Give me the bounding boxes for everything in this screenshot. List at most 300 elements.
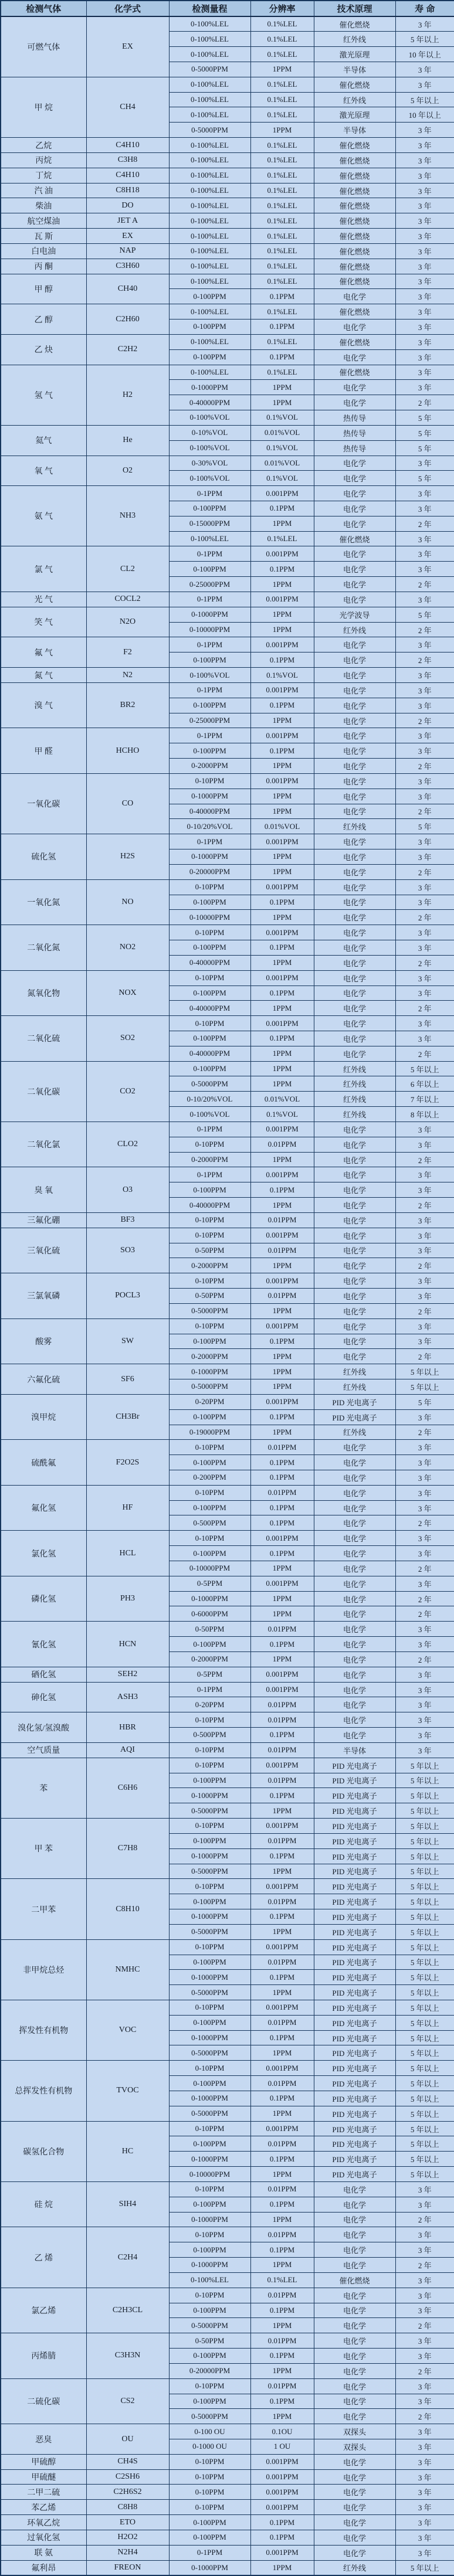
principle-cell: 催化燃烧 xyxy=(314,152,395,168)
range-cell: 0-5PPM xyxy=(169,1576,250,1591)
range-cell: 0-1000PPM xyxy=(169,2152,250,2167)
principle-cell: 电化学 xyxy=(314,1561,395,1576)
range-cell: 0-5000PPM xyxy=(169,1924,250,1939)
principle-cell: 电化学 xyxy=(314,834,395,849)
formula-cell: EX xyxy=(86,16,169,77)
principle-cell: 电化学 xyxy=(314,320,395,335)
lifespan-cell: 5 年 xyxy=(395,1394,454,1409)
lifespan-cell: 3 年 xyxy=(395,1546,454,1561)
principle-cell: 电化学 xyxy=(314,1697,395,1712)
lifespan-cell: 6 年以上 xyxy=(395,1076,454,1092)
range-cell: 0-20000PPM xyxy=(169,2363,250,2378)
range-cell: 0-100%LEL xyxy=(169,92,250,107)
resolution-cell: 0.1PPM xyxy=(250,1182,314,1198)
range-cell: 0-40000PPM xyxy=(169,1198,250,1213)
range-cell: 0-10PPM xyxy=(169,1137,250,1152)
resolution-cell: 1PPM xyxy=(250,622,314,637)
lifespan-cell: 3 年 xyxy=(395,849,454,865)
formula-cell: BR2 xyxy=(86,682,169,728)
range-cell: 0-100%LEL xyxy=(169,274,250,289)
lifespan-cell: 3 年 xyxy=(395,834,454,849)
principle-cell: 红外线 xyxy=(314,1425,395,1440)
principle-cell: 电化学 xyxy=(314,577,395,592)
principle-cell: PID 光电离子 xyxy=(314,2076,395,2091)
principle-cell: PID 光电离子 xyxy=(314,1833,395,1848)
table-row xyxy=(1,2485,454,2500)
range-cell: 0-50PPM xyxy=(169,1289,250,1304)
lifespan-cell: 5 年以上 xyxy=(395,1758,454,1773)
resolution-cell: 1PPM xyxy=(250,516,314,531)
table-row xyxy=(1,1879,454,1894)
resolution-cell: 0.001PPM xyxy=(250,637,314,653)
formula-cell: SEH2 xyxy=(86,1667,169,1682)
principle-cell: 催化燃烧 xyxy=(314,531,395,546)
resolution-cell: 0.1PPM xyxy=(250,2152,314,2167)
formula-cell: N2 xyxy=(86,668,169,683)
principle-cell: 电化学 xyxy=(314,925,395,940)
resolution-cell: 1PPM xyxy=(250,789,314,804)
range-cell: 0-5000PPM xyxy=(169,123,250,138)
header-range: 检测量程 xyxy=(169,1,250,16)
principle-cell: 电化学 xyxy=(314,516,395,531)
principle-cell: PID 光电离子 xyxy=(314,1955,395,1970)
resolution-cell: 1PPM xyxy=(250,864,314,879)
principle-cell: 电化学 xyxy=(314,2333,395,2349)
resolution-cell: 0.1%VOL xyxy=(250,668,314,683)
lifespan-cell: 3 年 xyxy=(395,62,454,77)
range-cell: 0-100PPM xyxy=(169,1182,250,1198)
lifespan-cell: 3 年 xyxy=(395,743,454,759)
lifespan-cell: 5 年以上 xyxy=(395,2136,454,2152)
principle-cell: 电化学 xyxy=(314,682,395,698)
table-row xyxy=(1,2333,454,2349)
range-cell: 0-1PPM xyxy=(169,834,250,849)
lifespan-cell: 3 年 xyxy=(395,1470,454,1486)
range-cell: 0-100PPM xyxy=(169,2136,250,2152)
formula-cell: C4H10 xyxy=(86,138,169,153)
principle-cell: 电化学 xyxy=(314,910,395,925)
lifespan-cell: 3 年 xyxy=(395,123,454,138)
table-row xyxy=(1,77,454,92)
gas-name-cell: 联 氨 xyxy=(1,2545,86,2560)
resolution-cell: 0.1%LEL xyxy=(250,229,314,244)
resolution-cell: 0.1PPM xyxy=(250,1334,314,1349)
range-cell: 0-100%VOL xyxy=(169,440,250,456)
range-cell: 0-500PPM xyxy=(169,1515,250,1531)
principle-cell: 电化学 xyxy=(314,592,395,607)
lifespan-cell: 2 年 xyxy=(395,955,454,970)
principle-cell: 电化学 xyxy=(314,1046,395,1061)
range-cell: 0-10PPM xyxy=(169,1531,250,1546)
principle-cell: 热传导 xyxy=(314,425,395,440)
principle-cell: 电化学 xyxy=(314,289,395,304)
table-row xyxy=(1,1485,454,1500)
range-cell: 0-100%LEL xyxy=(169,304,250,320)
range-cell: 0-100PPM xyxy=(169,349,250,365)
gas-name-cell: 丁烷 xyxy=(1,168,86,183)
lifespan-cell: 3 年 xyxy=(395,2303,454,2318)
principle-cell: 电化学 xyxy=(314,2394,395,2409)
range-cell: 0-1PPM xyxy=(169,1167,250,1182)
lifespan-cell: 5 年以上 xyxy=(395,2167,454,2182)
lifespan-cell: 2 年 xyxy=(395,2212,454,2227)
lifespan-cell: 2 年 xyxy=(395,1152,454,1167)
lifespan-cell: 5 年以上 xyxy=(395,1985,454,2000)
table-row xyxy=(1,1318,454,1334)
range-cell: 0-100PPM xyxy=(169,1833,250,1848)
resolution-cell: 0.1PPM xyxy=(250,2030,314,2045)
resolution-cell: 1PPM xyxy=(250,1591,314,1606)
range-cell: 0-2000PPM xyxy=(169,1152,250,1167)
range-cell: 0-1000PPM xyxy=(169,1848,250,1864)
principle-cell: 电化学 xyxy=(314,2454,395,2469)
gas-name-cell: 苯乙烯 xyxy=(1,2500,86,2515)
resolution-cell: 1PPM xyxy=(250,2409,314,2424)
gas-name-cell: 氮氧化物 xyxy=(1,970,86,1015)
range-cell: 0-50PPM xyxy=(169,2333,250,2349)
lifespan-cell: 5 年以上 xyxy=(395,1939,454,1955)
principle-cell: PID 光电离子 xyxy=(314,1788,395,1803)
resolution-cell: 0.001PPM xyxy=(250,970,314,985)
range-cell: 0-1000PPM xyxy=(169,1591,250,1606)
lifespan-cell: 2 年 xyxy=(395,622,454,637)
lifespan-cell: 3 年 xyxy=(395,2242,454,2258)
resolution-cell: 0.1%LEL xyxy=(250,47,314,62)
range-cell: 0-10PPM xyxy=(169,2000,250,2015)
formula-cell: CH40 xyxy=(86,274,169,304)
lifespan-cell: 5 年以上 xyxy=(395,1819,454,1834)
lifespan-cell: 3 年 xyxy=(395,486,454,501)
range-cell: 0-10/20%VOL xyxy=(169,819,250,834)
gas-name-cell: 笑 气 xyxy=(1,607,86,637)
formula-cell: ETO xyxy=(86,2515,169,2530)
lifespan-cell: 2 年 xyxy=(395,2318,454,2333)
table-row xyxy=(1,2181,454,2197)
principle-cell: 电化学 xyxy=(314,2545,395,2560)
range-cell: 0-5000PPM xyxy=(169,62,250,77)
principle-cell: 电化学 xyxy=(314,804,395,819)
lifespan-cell: 3 年 xyxy=(395,198,454,213)
resolution-cell: 0.01PPM xyxy=(250,1289,314,1304)
table-row xyxy=(1,1531,454,1546)
range-cell: 0-5000PPM xyxy=(169,1803,250,1819)
resolution-cell: 0.01PPM xyxy=(250,2288,314,2303)
lifespan-cell: 3 年 xyxy=(395,637,454,653)
range-cell: 0-200PPM xyxy=(169,1470,250,1486)
resolution-cell: 0.1%LEL xyxy=(250,198,314,213)
principle-cell: PID 光电离子 xyxy=(314,1970,395,1985)
gas-name-cell: 总挥发性有机物 xyxy=(1,2061,86,2121)
principle-cell: 电化学 xyxy=(314,349,395,365)
range-cell: 0-100PPM xyxy=(169,743,250,759)
gas-name-cell: 柴油 xyxy=(1,198,86,213)
resolution-cell: 0.001PPM xyxy=(250,2454,314,2469)
resolution-cell: 0.1PPM xyxy=(250,1848,314,1864)
principle-cell: 电化学 xyxy=(314,1455,395,1470)
resolution-cell: 0.1PPM xyxy=(250,1500,314,1515)
formula-cell: SIH4 xyxy=(86,2181,169,2227)
lifespan-cell: 3 年 xyxy=(395,1728,454,1743)
principle-cell: 双探头 xyxy=(314,2424,395,2439)
resolution-cell: 0.1%LEL xyxy=(250,77,314,92)
range-cell: 0-10PPM xyxy=(169,1016,250,1031)
lifespan-cell: 3 年 xyxy=(395,2545,454,2560)
range-cell: 0-1PPM xyxy=(169,637,250,653)
principle-cell: PID 光电离子 xyxy=(314,1939,395,1955)
lifespan-cell: 2 年 xyxy=(395,2258,454,2273)
resolution-cell: 0.01PPM xyxy=(250,1742,314,1758)
lifespan-cell: 5 年以上 xyxy=(395,2030,454,2045)
resolution-cell: 0.001PPM xyxy=(250,592,314,607)
resolution-cell: 0.001PPM xyxy=(250,1273,314,1289)
gas-name-cell: 甲 醛 xyxy=(1,728,86,773)
lifespan-cell: 2 年 xyxy=(395,1591,454,1606)
principle-cell: 双探头 xyxy=(314,2439,395,2455)
range-cell: 0-5000PPM xyxy=(169,1076,250,1092)
range-cell: 0-100%LEL xyxy=(169,229,250,244)
lifespan-cell: 5 年 xyxy=(395,471,454,486)
principle-cell: 电化学 xyxy=(314,1031,395,1046)
lifespan-cell: 3 年 xyxy=(395,2515,454,2530)
principle-cell: 电化学 xyxy=(314,2197,395,2212)
resolution-cell: 1PPM xyxy=(250,1924,314,1939)
resolution-cell: 0.1PPM xyxy=(250,2394,314,2409)
resolution-cell: 0.1PPM xyxy=(250,1515,314,1531)
resolution-cell: 0.001PPM xyxy=(250,2545,314,2560)
lifespan-cell: 3 年 xyxy=(395,274,454,289)
resolution-cell: 0.1PPM xyxy=(250,653,314,668)
range-cell: 0-5000PPM xyxy=(169,1864,250,1879)
table-row xyxy=(1,970,454,985)
lifespan-cell: 2 年 xyxy=(395,516,454,531)
lifespan-cell: 3 年 xyxy=(395,2272,454,2288)
resolution-cell: 1PPM xyxy=(250,1364,314,1379)
resolution-cell: 0.01PPM xyxy=(250,2333,314,2349)
formula-cell: C2SH6 xyxy=(86,2469,169,2485)
gas-name-cell: 甲 醇 xyxy=(1,274,86,304)
principle-cell: 半导体 xyxy=(314,123,395,138)
resolution-cell: 1PPM xyxy=(250,1561,314,1576)
range-cell: 0-10PPM xyxy=(169,1819,250,1834)
range-cell: 0-1000PPM xyxy=(169,1970,250,1985)
resolution-cell: 0.1%VOL xyxy=(250,471,314,486)
range-cell: 0-1PPM xyxy=(169,728,250,743)
principle-cell: 电化学 xyxy=(314,1440,395,1455)
range-cell: 0-1000PPM xyxy=(169,849,250,865)
formula-cell: JET A xyxy=(86,213,169,229)
range-cell: 0-100PPM xyxy=(169,320,250,335)
gas-name-cell: 甲 苯 xyxy=(1,1819,86,1879)
table-row xyxy=(1,1742,454,1758)
formula-cell: C7H8 xyxy=(86,1819,169,1879)
resolution-cell: 0.001PPM xyxy=(250,2485,314,2500)
lifespan-cell: 3 年 xyxy=(395,259,454,274)
lifespan-cell: 2 年 xyxy=(395,653,454,668)
table-row xyxy=(1,834,454,849)
gas-name-cell: 氧 气 xyxy=(1,456,86,486)
resolution-cell: 0.1PPM xyxy=(250,1409,314,1425)
range-cell: 0-5000PPM xyxy=(169,2045,250,2061)
lifespan-cell: 5 年以上 xyxy=(395,2015,454,2030)
gas-name-cell: 氟利昂 xyxy=(1,2560,86,2575)
principle-cell: 电化学 xyxy=(314,1576,395,1591)
resolution-cell: 1PPM xyxy=(250,1803,314,1819)
lifespan-cell: 3 年 xyxy=(395,940,454,956)
principle-cell: 电化学 xyxy=(314,1318,395,1334)
principle-cell: 电化学 xyxy=(314,1591,395,1606)
principle-cell: 电化学 xyxy=(314,1212,395,1228)
header-resolution: 分辨率 xyxy=(250,1,314,16)
resolution-cell: 0.1%LEL xyxy=(250,138,314,153)
range-cell: 0-100PPM xyxy=(169,2197,250,2212)
resolution-cell: 1PPM xyxy=(250,123,314,138)
formula-cell: F2O2S xyxy=(86,1440,169,1485)
table-row xyxy=(1,546,454,562)
resolution-cell: 0.1%LEL xyxy=(250,334,314,349)
table-row xyxy=(1,2530,454,2545)
range-cell: 0-100PPM xyxy=(169,698,250,713)
range-cell: 0-10PPM xyxy=(169,1939,250,1955)
resolution-cell: 0.1PPM xyxy=(250,2515,314,2530)
formula-cell: HC xyxy=(86,2121,169,2181)
resolution-cell: 1PPM xyxy=(250,380,314,395)
lifespan-cell: 5 年以上 xyxy=(395,1848,454,1864)
table-row xyxy=(1,592,454,607)
range-cell: 0-100PPM xyxy=(169,1031,250,1046)
resolution-cell: 0.1PPM xyxy=(250,985,314,1001)
range-cell: 0-10PPM xyxy=(169,1440,250,1455)
lifespan-cell: 2 年 xyxy=(395,1606,454,1622)
range-cell: 0-40000PPM xyxy=(169,1046,250,1061)
principle-cell: 电化学 xyxy=(314,1122,395,1137)
resolution-cell: 0.01PPM xyxy=(250,1137,314,1152)
range-cell: 0-2000PPM xyxy=(169,759,250,774)
gas-name-cell: 苯 xyxy=(1,1758,86,1818)
resolution-cell: 0.1%VOL xyxy=(250,410,314,426)
principle-cell: 电化学 xyxy=(314,2181,395,2197)
lifespan-cell: 3 年 xyxy=(395,1334,454,1349)
formula-cell: CH4 xyxy=(86,77,169,137)
range-cell: 0-100%LEL xyxy=(169,32,250,47)
principle-cell: 电化学 xyxy=(314,1137,395,1152)
range-cell: 0-40000PPM xyxy=(169,804,250,819)
range-cell: 0-1PPM xyxy=(169,592,250,607)
resolution-cell: 1PPM xyxy=(250,1651,314,1667)
resolution-cell: 0.01PPM xyxy=(250,1622,314,1637)
gas-name-cell: 二氧化氯 xyxy=(1,1122,86,1167)
formula-cell: C2H6S2 xyxy=(86,2485,169,2500)
principle-cell: PID 光电离子 xyxy=(314,2136,395,2152)
lifespan-cell: 3 年 xyxy=(395,546,454,562)
principle-cell: 电化学 xyxy=(314,773,395,789)
resolution-cell: 0.1PPM xyxy=(250,1788,314,1803)
table-row xyxy=(1,1622,454,1637)
resolution-cell: 0.1%LEL xyxy=(250,304,314,320)
lifespan-cell: 3 年 xyxy=(395,2485,454,2500)
table-row xyxy=(1,2061,454,2076)
range-cell: 0-19000PPM xyxy=(169,1425,250,1440)
lifespan-cell: 5 年 xyxy=(395,607,454,622)
resolution-cell: 0.01PPM xyxy=(250,1697,314,1712)
lifespan-cell: 3 年 xyxy=(395,1031,454,1046)
lifespan-cell: 5 年以上 xyxy=(395,1970,454,1985)
lifespan-cell: 3 年 xyxy=(395,562,454,577)
principle-cell: PID 光电离子 xyxy=(314,1758,395,1773)
formula-cell: O3 xyxy=(86,1167,169,1212)
range-cell: 0-100PPM xyxy=(169,2015,250,2030)
principle-cell: PID 光电离子 xyxy=(314,1864,395,1879)
principle-cell: PID 光电离子 xyxy=(314,2106,395,2121)
lifespan-cell: 5 年以上 xyxy=(395,1924,454,1939)
lifespan-cell: 5 年以上 xyxy=(395,1955,454,1970)
resolution-cell: 0.001PPM xyxy=(250,773,314,789)
resolution-cell: 0.001PPM xyxy=(250,1758,314,1773)
principle-cell: 催化燃烧 xyxy=(314,304,395,320)
principle-cell: 电化学 xyxy=(314,789,395,804)
principle-cell: PID 光电离子 xyxy=(314,1773,395,1788)
resolution-cell: 0.1%LEL xyxy=(250,531,314,546)
range-cell: 0-10PPM xyxy=(169,2454,250,2469)
resolution-cell: 0.1PPM xyxy=(250,1546,314,1561)
principle-cell: 电化学 xyxy=(314,955,395,970)
lifespan-cell: 2 年 xyxy=(395,2363,454,2378)
formula-cell: C8H10 xyxy=(86,1879,169,1939)
lifespan-cell: 3 年 xyxy=(395,1137,454,1152)
resolution-cell: 1PPM xyxy=(250,1258,314,1273)
range-cell: 0-100PPM xyxy=(169,1773,250,1788)
lifespan-cell: 3 年 xyxy=(395,698,454,713)
range-cell: 0-100PPM xyxy=(169,1409,250,1425)
gas-name-cell: 六氟化硫 xyxy=(1,1364,86,1395)
lifespan-cell: 2 年 xyxy=(395,1001,454,1016)
range-cell: 0-2000PPM xyxy=(169,1651,250,1667)
range-cell: 0-10PPM xyxy=(169,2469,250,2485)
range-cell: 0-10%VOL xyxy=(169,425,250,440)
formula-cell: NO xyxy=(86,879,169,925)
principle-cell: 电化学 xyxy=(314,2227,395,2242)
principle-cell: 电化学 xyxy=(314,1470,395,1486)
table-row xyxy=(1,2515,454,2530)
gas-name-cell: 氟 气 xyxy=(1,637,86,668)
lifespan-cell: 3 年 xyxy=(395,2181,454,2197)
lifespan-cell: 2 年 xyxy=(395,395,454,410)
table-row xyxy=(1,229,454,244)
principle-cell: 红外线 xyxy=(314,32,395,47)
lifespan-cell: 3 年 xyxy=(395,1637,454,1652)
principle-cell: 电化学 xyxy=(314,895,395,910)
range-cell: 0-100%VOL xyxy=(169,471,250,486)
formula-cell: CLO2 xyxy=(86,1122,169,1167)
range-cell: 0-10PPM xyxy=(169,1485,250,1500)
lifespan-cell: 3 年 xyxy=(395,1212,454,1228)
gas-name-cell: 酸雾 xyxy=(1,1318,86,1364)
resolution-cell: 1PPM xyxy=(250,1046,314,1061)
table-row xyxy=(1,2121,454,2136)
formula-cell: C2H4 xyxy=(86,2227,169,2288)
resolution-cell: 0.001PPM xyxy=(250,834,314,849)
table-row xyxy=(1,1167,454,1182)
principle-cell: 半导体 xyxy=(314,1742,395,1758)
lifespan-cell: 2 年 xyxy=(395,1198,454,1213)
lifespan-cell: 5 年 xyxy=(395,440,454,456)
gas-name-cell: 氰化氢 xyxy=(1,1622,86,1667)
lifespan-cell: 3 年 xyxy=(395,2424,454,2439)
range-cell: 0-1000PPM xyxy=(169,1909,250,1925)
range-cell: 0-40000PPM xyxy=(169,1001,250,1016)
table-row xyxy=(1,1667,454,1682)
principle-cell: 电化学 xyxy=(314,1289,395,1304)
gas-name-cell: 二甲二硫 xyxy=(1,2485,86,2500)
